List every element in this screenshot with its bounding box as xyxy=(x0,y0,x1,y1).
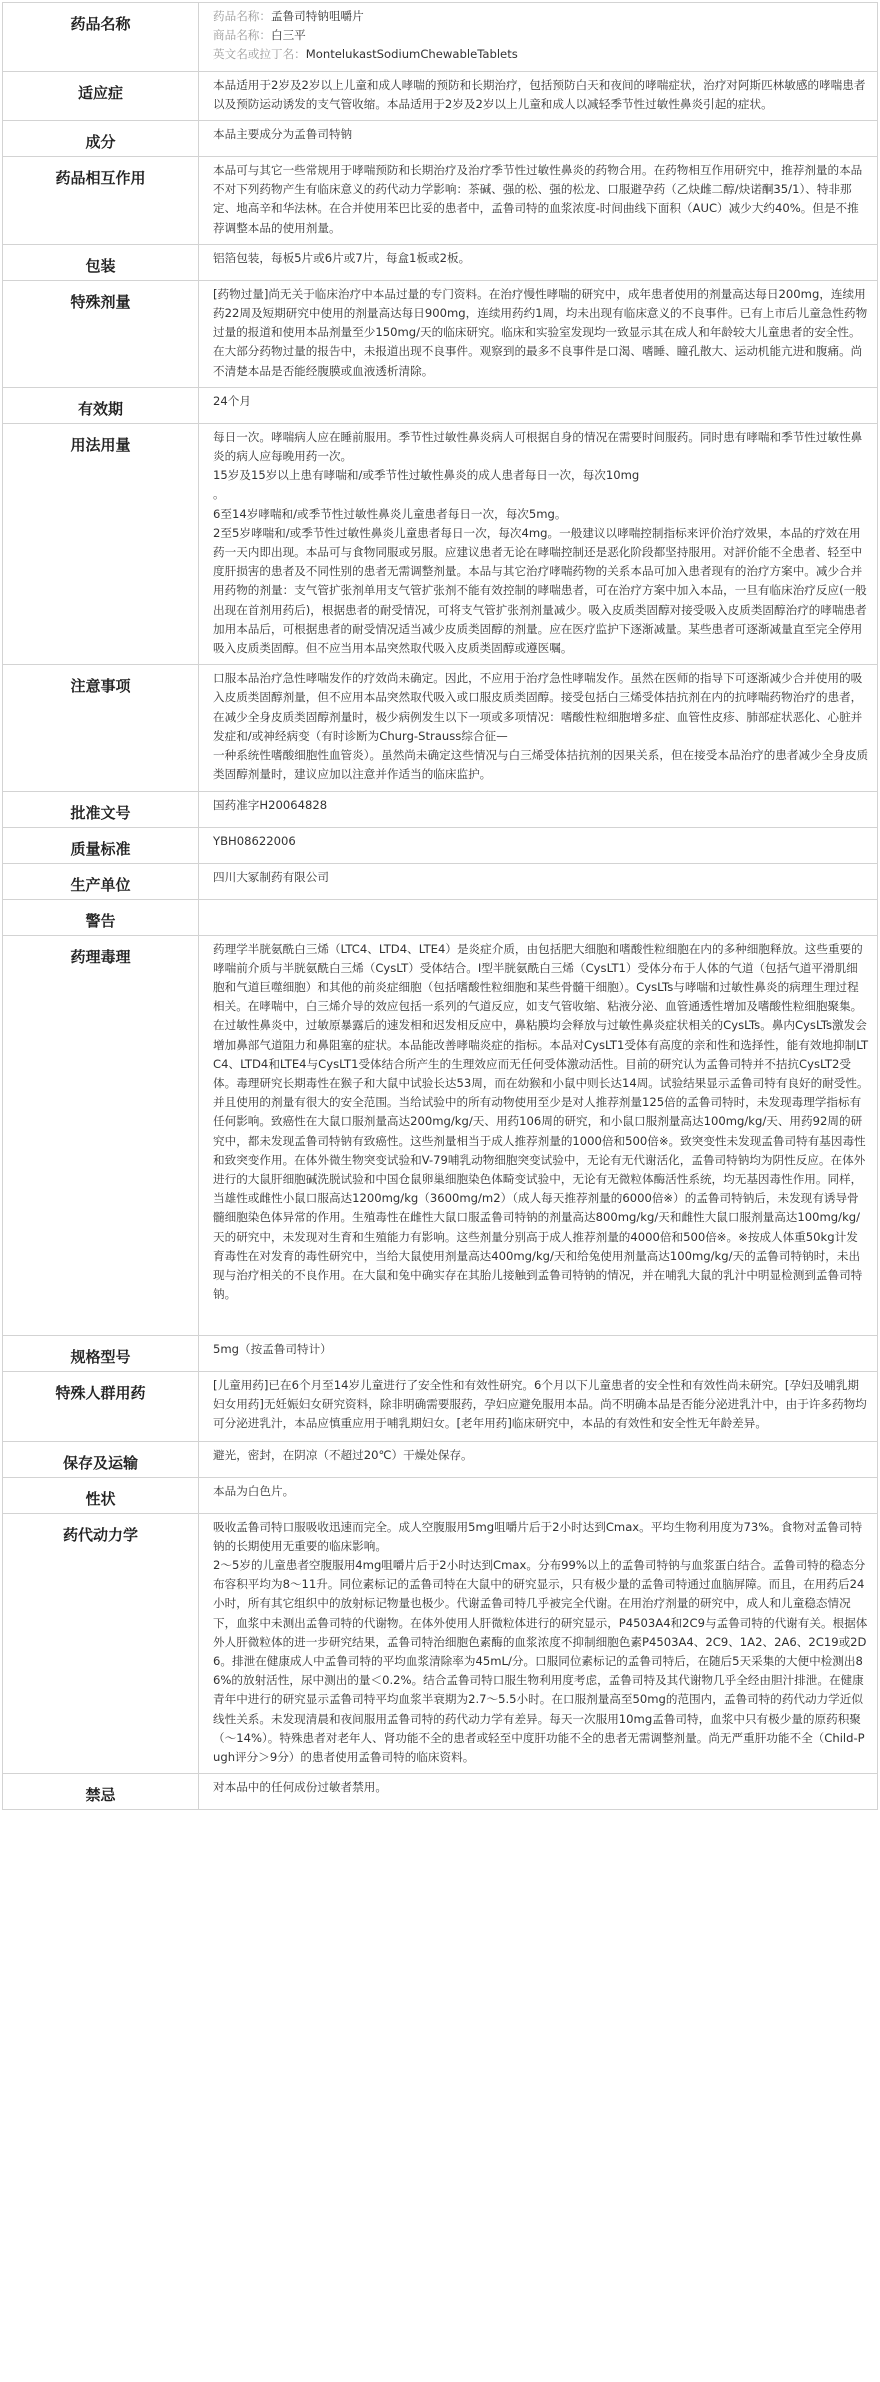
name-line-value: 孟鲁司特钠咀嚼片 xyxy=(270,9,364,23)
spec-row-label: 生产单位 xyxy=(3,863,199,899)
spec-row-value xyxy=(199,1774,878,1810)
name-line-key: 英文名或拉丁名： xyxy=(213,47,306,62)
spec-row xyxy=(3,827,878,863)
name-line xyxy=(213,7,869,26)
drug-spec-table xyxy=(2,2,878,1810)
value-text: 24个月 xyxy=(213,393,251,408)
spec-row-label: 药品相互作用 xyxy=(3,157,199,245)
name-line-value: 白三平 xyxy=(270,28,306,43)
spec-row-label: 特殊人群用药 xyxy=(3,1371,199,1441)
name-line-key: 药品名称： xyxy=(213,9,271,23)
spec-row-value xyxy=(199,899,878,935)
spec-row-value xyxy=(199,387,878,423)
name-line-key: 商品名称： xyxy=(213,28,271,43)
value-text: 本品可与其它一些常规用于哮喘预防和长期治疗及治疗季节性过敏性鼻炎的药物合用。在药物相互作用研究中，推荐剂量的本品不对下列药物产生有临床意义的药代动力学影响：茶碱、强的松、强的松龙、口服避孕药（乙炔雌二醇/炔诺酮35/1）、特非那定、地高辛和华法林。在合并使用苯巴比妥的患者中，孟鲁司特的血浆浓度-时间曲线下面积（AUC）减少大约40%。但是不推荐调整本品的使用剂量。 xyxy=(213,163,863,235)
spec-row xyxy=(3,1335,878,1371)
spec-row-value xyxy=(199,423,878,664)
value-text: 铝箔包装，每板5片或6片或7片，每盒1板或2板。 xyxy=(213,250,471,265)
spec-row-value xyxy=(199,1513,878,1774)
spec-row-value xyxy=(199,791,878,827)
spec-row-value xyxy=(199,71,878,120)
spec-row xyxy=(3,71,878,120)
value-paragraph: 一种系统性嗜酸细胞性血管炎）。虽然尚未确定这些情况与白三烯受体拮抗剂的因果关系，但在接受本品治疗的患者减少全身皮质类固醇剂量时，建议应加以注意并作适当的临床监护。 xyxy=(213,748,869,782)
name-line xyxy=(213,26,869,45)
spec-row xyxy=(3,280,878,387)
spec-row-label: 禁忌 xyxy=(3,1774,199,1810)
spec-row-label: 保存及运输 xyxy=(3,1441,199,1477)
value-paragraph: 15岁及15岁以上患有哮喘和/或季节性过敏性鼻炎的成人患者每日一次，每次10mg xyxy=(213,468,640,483)
value-text: 国药准字H20064828 xyxy=(213,797,328,812)
spec-row xyxy=(3,423,878,664)
value-text: 本品为白色片。 xyxy=(213,1483,295,1498)
drug-label-document xyxy=(2,2,878,1810)
spec-row xyxy=(3,387,878,423)
spec-row-label: 药代动力学 xyxy=(3,1513,199,1774)
spec-row-value xyxy=(199,157,878,245)
spec-row xyxy=(3,935,878,1335)
spec-row-value xyxy=(199,3,878,72)
spec-row-label: 用法用量 xyxy=(3,423,199,664)
value-text: [药物过量]尚无关于临床治疗中本品过量的专门资料。在治疗慢性哮喘的研究中，成年患者使用的剂量高达每日200mg，连续用药22周及短期研究中使用的剂量高达每日900mg，连续用药约1周，均未出现有临床意义的不良事件。已有上市后儿童急性药物过量的报道和使用本品剂量至少150mg/天的临床研究。临床和实验室发现均一致显示其在成人和年龄较大儿童患者的安全性。在大部分药物过量的报告中，未报道出现不良事件。观察到的最多不良事件是口渴、嗜睡、瞳孔散大、运动机能亢进和腹痛。尚不清楚本品是否能经腹膜或血液透析清除。 xyxy=(213,286,868,378)
spec-row xyxy=(3,1513,878,1774)
value-text: [儿童用药]已在6个月至14岁儿童进行了安全性和有效性研究。6个月以下儿童患者的安全性和有效性尚未研究。[孕妇及哺乳期妇女用药]无妊娠妇女研究资料，除非明确需要服药，孕妇应避免服用本品。尚不明确本品是否能分泌进乳汁中，由于许多药物均可分泌进乳汁，本品应慎重应用于哺乳期妇女。[老年用药]临床研究中，本品的有效性和安全性无年龄差异。 xyxy=(213,1377,867,1430)
spec-row xyxy=(3,1371,878,1441)
spec-row-label: 注意事项 xyxy=(3,665,199,791)
spec-row-value xyxy=(199,1371,878,1441)
spec-row xyxy=(3,791,878,827)
spec-row xyxy=(3,1441,878,1477)
spec-row-label: 有效期 xyxy=(3,387,199,423)
value-paragraph: 6至14岁哮喘和/或季节性过敏性鼻炎儿童患者每日一次，每次5mg。 xyxy=(213,506,567,521)
spec-row-value xyxy=(199,935,878,1335)
value-text: 本品适用于2岁及2岁以上儿童和成人哮喘的预防和长期治疗，包括预防白天和夜间的哮喘症状，治疗对阿斯匹林敏感的哮喘患者以及预防运动诱发的支气管收缩。本品适用于2岁及2岁以上儿童和成人以减轻季节性过敏性鼻炎引起的症状。 xyxy=(213,77,866,111)
spec-row-label: 特殊剂量 xyxy=(3,280,199,387)
spec-row-label: 药品名称 xyxy=(3,3,199,72)
spec-row xyxy=(3,157,878,245)
value-paragraph: 口服本品治疗急性哮喘发作的疗效尚未确定。因此，不应用于治疗急性哮喘发作。虽然在医师的指导下可逐渐减少合并使用的吸入皮质类固醇剂量，但不应用本品突然取代吸入或口服皮质类固醇。接受包括白三烯受体拮抗剂在内的抗哮喘药物治疗的患者，在减少全身皮质类固醇剂量时，极少病例发生以下一项或多项情况：嗜酸性粒细胞增多症、血管性皮疹、肺部症状恶化、心脏并发症和/或神经病变（有时诊断为Churg-Strauss综合征— xyxy=(213,671,863,743)
spec-row xyxy=(3,1774,878,1810)
spec-row-label: 批准文号 xyxy=(3,791,199,827)
spec-row-label: 质量标准 xyxy=(3,827,199,863)
value-text: 四川大冢制药有限公司 xyxy=(213,869,329,884)
value-text: 对本品中的任何成份过敏者禁用。 xyxy=(213,1780,387,1795)
spec-row-label: 规格型号 xyxy=(3,1335,199,1371)
spec-row-value xyxy=(199,121,878,157)
spec-row-value xyxy=(199,1441,878,1477)
spec-row-label: 药理毒理 xyxy=(3,935,199,1335)
value-text: 5mg（按孟鲁司特计） xyxy=(213,1341,332,1356)
value-paragraph: 2至5岁哮喘和/或季节性过敏性鼻炎儿童患者每日一次，每次4mg。一般建议以哮喘控制指标来评价治疗效果，本品的疗效在用药一天内即出现。本品可与食物同服或另服。应建议患者无论在哮喘控制还是恶化阶段都坚持服用。对評价能不全患者、轻至中度肝损害的患者及不同性别的患者无需调整剂量。本品与其它治疗哮喘药物的关系本品可加入患者现有的治疗方案中。减少合并用药物的剂量：支气管扩张剂单用支气管扩张剂不能有效控制的哮喘患者，可在治疗方案中加入本品，一旦有临床治疗反应(一般出现在首剂用药后)，根据患者的耐受情况，可将支气管扩张剂剂量减少。吸入皮质类固醇对接受吸入皮质类固醇治疗的哮喘患者加用本品后，可根据患者的耐受情况适当减少皮质类固醇的剂量。应在医疗监护下逐渐减量。某些患者可逐渐减量直至完全停用吸入皮质类固醇。但不应当用本品突然取代吸入皮质类固醇或遵医嘱。 xyxy=(213,525,867,656)
value-paragraph: 吸收孟鲁司特口服吸收迅速而完全。成人空腹服用5mg咀嚼片后于2小时达到Cmax。平均生物利用度为73%。食物对孟鲁司特钠的长期使用无重要的临床影响。 xyxy=(213,1519,863,1553)
spec-row-label: 成分 xyxy=(3,121,199,157)
value-text: 药理学半胱氨酰白三烯（LTC4、LTD4、LTE4）是炎症介质，由包括肥大细胞和嗜酸性粒细胞在内的多种细胞释放。这些重要的哮喘前介质与半胱氨酰白三烯（CysLT）受体结合。I型半胱氨酰白三烯（CysLT1）受体分布于人体的气道（包括气道平滑肌细胞和气道巨噬细胞）和其他的前炎症细胞（包括嗜酸性粒细胞和某些骨髓干细胞）。CysLTs与哮喘和过敏性鼻炎的病理生理过程相关。在哮喘中，白三烯介导的效应包括一系列的气道反应，如支气管收缩、粘液分泌、血管通透性增加及嗜酸性粒细胞聚集。在过敏性鼻炎中，过敏原暴露后的速发相和迟发相反应中，鼻粘膜均会释放与过敏性鼻炎症状相关的CysLTs。鼻内CysLTs激发会增加鼻部气道阻力和鼻阻塞的症状。本品能改善哮喘炎症的指标。本品对CysLT1受体有高度的亲和性和选择性，能有效地抑制LTC4、LTD4和LTE4与CysLT1受体结合所产生的生理效应而无任何受体激动活性。目前的研究认为孟鲁司特并不拮抗CysLT2受体。毒理研究长期毒性在猴子和大鼠中试验长达53周，而在幼猴和小鼠中则长达14周。试验结果显示孟鲁司特有良好的耐受性。并且使用的剂量有很大的安全范围。当给试验中的所有动物使用至少是对人推荐剂量125倍的孟鲁司特时，未发现毒理学指标有任何影响。致癌性在大鼠口服剂量高达200mg/kg/天、用药106周的研究，和小鼠口服剂量高达100mg/kg/天、用药92周的研究中，都未发现孟鲁司特钠有致癌性。这些剂量相当于成人推荐剂量的1000倍和500倍※。致突变性未发现孟鲁司特有基因毒性和致突变作用。在体外微生物突变试验和V-79哺乳动物细胞突变试验中，无论有无代谢活化，孟鲁司特钠均为阴性反应。在体外进行的大鼠肝细胞碱洗脱试验和中国仓鼠卵巢细胞染色体畸变试验中，无论有无微粒体酶活性系统，均无基因毒性作用。同样，当雄性或雌性小鼠口服高达1200mg/kg（3600mg/m2）（成人每天推荐剂量的6000倍※）的孟鲁司特钠后，未发现有诱导骨髓细胞染色体异常的作用。生殖毒性在雌性大鼠口服孟鲁司特钠的剂量高达800mg/kg/天和雌性大鼠口服剂量高达100mg/kg/天的研究中，未发现对生育和生殖能力有影响。这些剂量分别高于成人推荐剂量的4000倍和500倍※。※按成人体重50kg计发育毒性在对发育的毒性研究中，当给大鼠使用剂量高达400mg/kg/天和给兔使用剂量高达100mg/kg/天的孟鲁司特钠时，未出现与治疗相关的不良作用。在大鼠和兔中确实存在其胎儿接触到孟鲁司特钠的情况，并在哺乳大鼠的乳汁中明显检测到孟鲁司特钠。 xyxy=(213,941,869,1302)
spec-row-label: 适应症 xyxy=(3,71,199,120)
spec-row-value xyxy=(199,665,878,791)
value-text: 本品主要成分为孟鲁司特钠 xyxy=(213,127,353,142)
spec-row-value xyxy=(199,1335,878,1371)
value-text: 避光，密封，在阴凉（不超过20℃）干燥处保存。 xyxy=(213,1447,473,1462)
spec-row-value xyxy=(199,827,878,863)
name-line-value: MontelukastSodiumChewableTablets xyxy=(305,47,518,62)
value-text: YBH08622006 xyxy=(213,833,296,848)
spec-row xyxy=(3,899,878,935)
value-paragraph: 2～5岁的儿童患者空腹服用4mg咀嚼片后于2小时达到Cmax。分布99%以上的孟鲁司特钠与血浆蛋白结合。孟鲁司特的稳态分布容积平均为8～11升。同位素标记的孟鲁司特在大鼠中的研究显示，只有极少量的孟鲁司特通过血脑屏障。而且，在用药后24小时，所有其它组织中的放射标记物量也极少。代谢孟鲁司特几乎被完全代谢。在用治疗剂量的研究中，成人和儿童稳态情况下，血浆中未测出孟鲁司特的代谢物。在体外使用人肝微粒体进行的研究显示，P4503A4和2C9与孟鲁司特的代谢有关。根据体外人肝微粒体的进一步研究结果，孟鲁司特治细胞色素酶的血浆浓度不抑制细胞色素P4503A4、2C9、1A2、2A6、2C19或2D6。排泄在健康成人中孟鲁司特的平均血浆清除率为45mL/分。口服同位素标记的孟鲁司特后，在随后5天采集的大便中检测出86%的放射活性，尿中测出的量＜0.2%。结合孟鲁司特口服生物利用度考虑，孟鲁司特及其代谢物几乎全经由胆汁排泄。在健康青年中进行的研究显示孟鲁司特平均血浆半衰期为2.7～5.5小时。在口服剂量高至50mg的范围内，孟鲁司特的药代动力学近似线性关系。未发现清晨和夜间服用孟鲁司特的药代动力学有差异。每天一次服用10mg孟鲁司特，血浆中只有极少量的原药积聚（～14%）。特殊患者对老年人、肾功能不全的患者或轻至中度肝功能不全的患者无需调整剂量。尚无严重肝功能不全（Child-Pugh评分＞9分）的患者使用孟鲁司特的临床资料。 xyxy=(213,1557,868,1764)
spec-row-value xyxy=(199,863,878,899)
spec-row xyxy=(3,244,878,280)
spec-row xyxy=(3,121,878,157)
spec-row-label: 性状 xyxy=(3,1477,199,1513)
spec-row-value xyxy=(199,244,878,280)
spec-row xyxy=(3,3,878,72)
value-paragraph: 每日一次。哮喘病人应在睡前服用。季节性过敏性鼻炎病人可根据自身的情况在需要时间服药。同时患有哮喘和季节性过敏性鼻炎的病人应每晚用药一次。 xyxy=(213,429,863,464)
spec-table-body xyxy=(3,3,878,1810)
value-paragraph: 。 xyxy=(213,487,225,502)
spec-row xyxy=(3,1477,878,1513)
spec-row-value xyxy=(199,280,878,387)
spec-row xyxy=(3,863,878,899)
spec-row xyxy=(3,665,878,791)
spec-row-label: 包装 xyxy=(3,244,199,280)
name-line xyxy=(213,45,869,64)
spec-row-value xyxy=(199,1477,878,1513)
spec-row-label: 警告 xyxy=(3,899,199,935)
